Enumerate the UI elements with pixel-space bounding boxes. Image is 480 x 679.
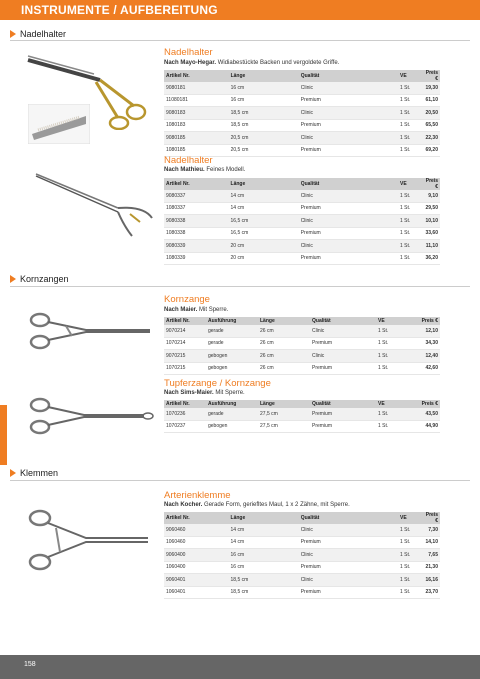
table-row (164, 536, 440, 549)
page-number: 158 (24, 661, 36, 668)
table-row (164, 574, 440, 587)
table-cell: 1 St. (398, 215, 423, 228)
section-header-kornzangen: Kornzangen (10, 274, 69, 284)
table-header-row (164, 400, 440, 408)
table-cell: 26 cm (258, 325, 310, 337)
table-cell: 1 St. (398, 561, 423, 574)
section-divider (10, 480, 470, 481)
table-cell: Clinic (299, 240, 398, 253)
table-cell: 20 cm (229, 252, 299, 265)
table-row (164, 190, 440, 202)
page-footer (0, 655, 480, 679)
table-cell: 1080339 (164, 252, 229, 265)
table-cell: Premium (299, 586, 398, 599)
table-cell: 1 St. (398, 107, 423, 120)
table-cell: 16 cm (229, 94, 299, 107)
table-cell: Premium (299, 144, 398, 157)
table-row (164, 119, 440, 132)
triangle-bullet-icon (10, 30, 16, 38)
table-cell: 1 St. (376, 325, 418, 337)
table-cell: 14,10 (423, 536, 440, 549)
table-cell: 9080338 (164, 215, 229, 228)
table-row (164, 132, 440, 145)
table-cell: Premium (310, 408, 376, 420)
table-cell: 1080337 (164, 202, 229, 215)
column-header: Länge (229, 512, 299, 524)
table-cell: 18,5 cm (229, 119, 299, 132)
column-header: Artikel Nr. (164, 317, 206, 325)
triangle-bullet-icon (10, 469, 16, 477)
column-header: Qualität (310, 400, 376, 408)
table-cell: 9080185 (164, 132, 229, 145)
table-cell: 1 St. (398, 536, 423, 549)
table-cell: 26 cm (258, 337, 310, 350)
table-row (164, 549, 440, 562)
table-header-row (164, 317, 440, 325)
table-cell: 20,5 cm (229, 144, 299, 157)
table-cell: 1070214 (164, 337, 206, 350)
table-cell: Premium (299, 561, 398, 574)
table-cell: 16,5 cm (229, 227, 299, 240)
table-cell: 9080183 (164, 107, 229, 120)
table-cell: gebogen (206, 362, 258, 375)
table-cell: Clinic (299, 132, 398, 145)
product-table (164, 400, 440, 433)
table-cell: 1 St. (398, 94, 423, 107)
table-header-row (164, 512, 440, 524)
table-header-row (164, 70, 440, 82)
table-cell: 26 cm (258, 350, 310, 363)
column-header: Qualität (299, 178, 398, 190)
table-cell: 42,60 (418, 362, 440, 375)
table-cell: 69,20 (423, 144, 440, 157)
column-header: Ausführung (206, 317, 258, 325)
table-row (164, 94, 440, 107)
table-cell: 14 cm (229, 202, 299, 215)
table-cell: Premium (299, 202, 398, 215)
table-cell: 1070215 (164, 362, 206, 375)
mathieu-needle-holder-image (32, 168, 156, 240)
section-divider (10, 286, 470, 287)
table-cell: Clinic (299, 549, 398, 562)
table-cell: 65,50 (423, 119, 440, 132)
table-cell: 16 cm (229, 82, 299, 94)
table-cell: 16,16 (423, 574, 440, 587)
table-cell: 1 St. (398, 119, 423, 132)
table-cell: 1 St. (398, 524, 423, 536)
table-row (164, 350, 440, 363)
table-cell: Premium (310, 362, 376, 375)
table-cell: Premium (299, 536, 398, 549)
table-cell: 20,50 (423, 107, 440, 120)
table-cell: 19,30 (423, 82, 440, 94)
table-cell: 12,10 (418, 325, 440, 337)
table-cell: 1 St. (398, 190, 423, 202)
table-cell: 18,5 cm (229, 574, 299, 587)
table-cell: 44,90 (418, 420, 440, 433)
table-cell: gebogen (206, 350, 258, 363)
table-cell: 27,5 cm (258, 408, 310, 420)
table-cell: 33,60 (423, 227, 440, 240)
table-cell: Clinic (310, 350, 376, 363)
table-cell: 14 cm (229, 190, 299, 202)
table-cell: gerade (206, 408, 258, 420)
table-cell: Clinic (299, 524, 398, 536)
table-row (164, 252, 440, 265)
column-header: Preis € (423, 512, 440, 524)
column-header: Länge (229, 70, 299, 82)
table-row (164, 362, 440, 375)
product-table (164, 70, 440, 157)
column-header: Preis € (418, 400, 440, 408)
table-cell: 1 St. (376, 362, 418, 375)
column-header: VE (376, 317, 418, 325)
table-cell: 18,5 cm (229, 586, 299, 599)
table-cell: gerade (206, 325, 258, 337)
table-row (164, 420, 440, 433)
table-cell: 1 St. (376, 420, 418, 433)
column-header: Qualität (310, 317, 376, 325)
table-cell: 16 cm (229, 549, 299, 562)
table-cell: 1 St. (398, 586, 423, 599)
maier-forceps-image (26, 310, 154, 352)
table-row (164, 82, 440, 94)
table-cell: gebogen (206, 420, 258, 433)
triangle-bullet-icon (10, 275, 16, 283)
table-cell: 36,20 (423, 252, 440, 265)
table-cell: Premium (299, 119, 398, 132)
table-cell: 11,10 (423, 240, 440, 253)
table-cell: 1 St. (398, 252, 423, 265)
table-cell: 34,30 (418, 337, 440, 350)
table-cell: 7,30 (423, 524, 440, 536)
kocher-clamp-image (24, 508, 154, 572)
column-header: VE (398, 178, 423, 190)
table-cell: Premium (310, 337, 376, 350)
column-header: Länge (229, 178, 299, 190)
column-header: VE (398, 70, 423, 82)
table-cell: 1 St. (398, 574, 423, 587)
column-header: Preis € (423, 178, 440, 190)
table-row (164, 227, 440, 240)
table-cell: 7,65 (423, 549, 440, 562)
column-header: VE (376, 400, 418, 408)
side-tab-marker (0, 405, 7, 465)
table-cell: 9080181 (164, 82, 229, 94)
table-row (164, 561, 440, 574)
table-cell: 1 St. (398, 240, 423, 253)
table-cell: 9070214 (164, 325, 206, 337)
column-header: Länge (258, 400, 310, 408)
table-cell: Clinic (299, 215, 398, 228)
table-cell: 27,5 cm (258, 420, 310, 433)
product-table (164, 317, 440, 375)
table-cell: 9080339 (164, 240, 229, 253)
table-cell: 1080183 (164, 119, 229, 132)
table-cell: 9060401 (164, 574, 229, 587)
table-cell: 1070236 (164, 408, 206, 420)
page-category-title: INSTRUMENTE / AUFBEREITUNG (21, 3, 218, 17)
table-cell: 10,10 (423, 215, 440, 228)
top-banner (0, 0, 480, 20)
table-cell: 1070237 (164, 420, 206, 433)
table-cell: Premium (299, 227, 398, 240)
product-title: Kornzange (164, 294, 210, 305)
table-cell: 61,10 (423, 94, 440, 107)
column-header: Ausführung (206, 400, 258, 408)
table-cell: 12,40 (418, 350, 440, 363)
table-cell: Clinic (299, 574, 398, 587)
table-cell: 14 cm (229, 524, 299, 536)
product-subtitle: Nach Mathieu. Feines Modell. (164, 167, 246, 173)
column-header: Länge (258, 317, 310, 325)
table-cell: 43,50 (418, 408, 440, 420)
table-header-row (164, 178, 440, 190)
table-cell: Clinic (310, 325, 376, 337)
table-cell: 1060460 (164, 536, 229, 549)
table-cell: 22,30 (423, 132, 440, 145)
table-cell: 11080181 (164, 94, 229, 107)
table-row (164, 408, 440, 420)
column-header: Preis € (423, 70, 440, 82)
table-row (164, 107, 440, 120)
table-cell: 9060400 (164, 549, 229, 562)
table-cell: 1 St. (398, 132, 423, 145)
column-header: Artikel Nr. (164, 178, 229, 190)
table-cell: 1060401 (164, 586, 229, 599)
table-row (164, 337, 440, 350)
product-table (164, 178, 440, 265)
table-cell: 26 cm (258, 362, 310, 375)
table-row (164, 325, 440, 337)
table-cell: 1 St. (398, 227, 423, 240)
product-subtitle: Nach Sims-Maier. Mit Sperre. (164, 390, 245, 396)
table-cell: 1060400 (164, 561, 229, 574)
section-header-klemmen: Klemmen (10, 468, 58, 478)
product-subtitle: Nach Kocher. Gerade Form, geriefltes Maul, 1 x 2 Zähne, mit Sperre. (164, 502, 350, 508)
column-header: Qualität (299, 70, 398, 82)
table-row (164, 240, 440, 253)
table-cell: 9080337 (164, 190, 229, 202)
table-cell: 29,50 (423, 202, 440, 215)
table-row (164, 524, 440, 536)
table-cell: 1 St. (398, 549, 423, 562)
section-header-nadelhalter: Nadelhalter (10, 29, 66, 39)
table-cell: 9070215 (164, 350, 206, 363)
table-cell: 23,70 (423, 586, 440, 599)
column-header: Artikel Nr. (164, 70, 229, 82)
table-cell: 1 St. (376, 408, 418, 420)
table-cell: 1080185 (164, 144, 229, 157)
table-cell: Premium (299, 94, 398, 107)
table-cell: gerade (206, 337, 258, 350)
table-cell: 9060460 (164, 524, 229, 536)
table-cell: 14 cm (229, 536, 299, 549)
table-cell: 1 St. (398, 202, 423, 215)
section-divider (10, 40, 470, 41)
table-cell: 16,5 cm (229, 215, 299, 228)
table-cell: 1080338 (164, 227, 229, 240)
column-header: Qualität (299, 512, 398, 524)
column-header: Artikel Nr. (164, 400, 206, 408)
product-title: Tupferzange / Kornzange (164, 378, 271, 389)
table-cell: Clinic (299, 190, 398, 202)
table-cell: 20,5 cm (229, 132, 299, 145)
table-cell: Premium (310, 420, 376, 433)
table-cell: 21,30 (423, 561, 440, 574)
table-cell: 9,10 (423, 190, 440, 202)
table-cell: 1 St. (398, 82, 423, 94)
table-cell: Premium (299, 252, 398, 265)
product-title: Arterienklemme (164, 490, 231, 501)
table-row (164, 586, 440, 599)
table-cell: 1 St. (376, 350, 418, 363)
table-cell: Clinic (299, 82, 398, 94)
table-cell: 16 cm (229, 561, 299, 574)
table-cell: 1 St. (376, 337, 418, 350)
table-row (164, 215, 440, 228)
product-subtitle: Nach Maier. Mit Sperre. (164, 307, 229, 313)
table-cell: 20 cm (229, 240, 299, 253)
table-row (164, 202, 440, 215)
table-cell: 18,5 cm (229, 107, 299, 120)
jaw-closeup-image (28, 104, 90, 144)
table-cell: Clinic (299, 107, 398, 120)
column-header: Artikel Nr. (164, 512, 229, 524)
product-title: Nadelhalter (164, 47, 213, 58)
product-title: Nadelhalter (164, 155, 213, 166)
sims-maier-forceps-image (26, 396, 154, 436)
column-header: VE (398, 512, 423, 524)
product-subtitle: Nach Mayo-Hegar. Widiabestückte Backen und vergoldete Griffe. (164, 60, 340, 66)
column-header: Preis € (418, 317, 440, 325)
table-cell: 1 St. (398, 144, 423, 157)
product-table (164, 512, 440, 599)
